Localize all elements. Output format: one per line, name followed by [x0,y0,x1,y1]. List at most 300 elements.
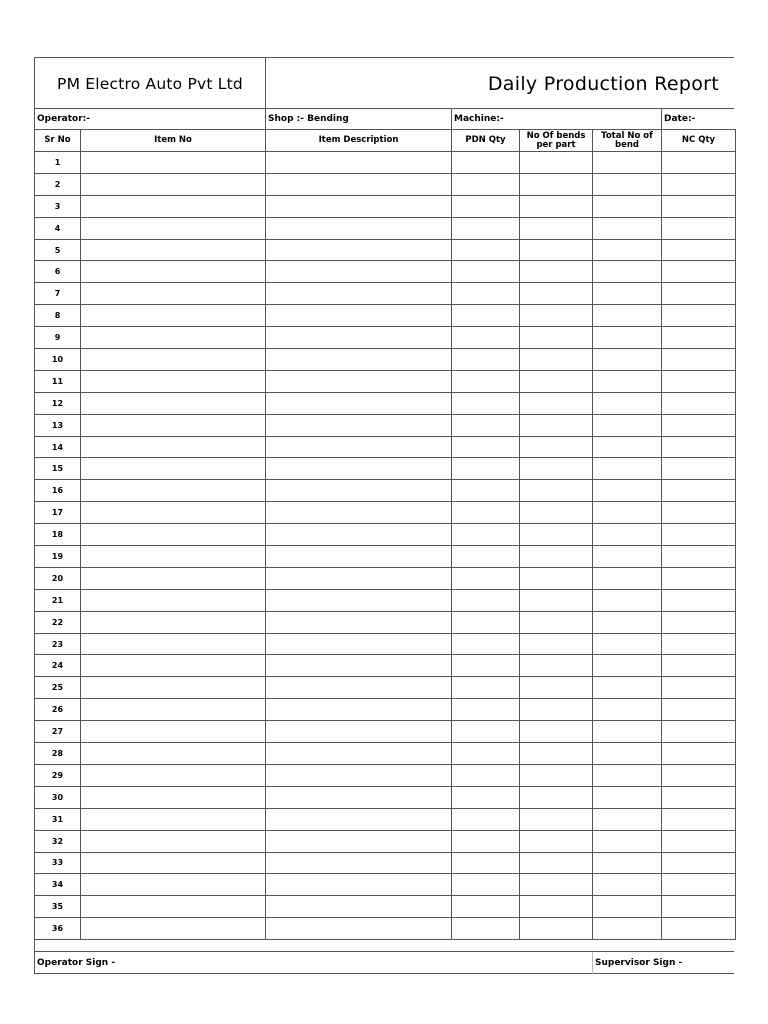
sr-no-cell: 6 [35,261,81,283]
total-bends-cell[interactable] [593,589,662,611]
item-no-cell[interactable] [81,436,266,458]
item-no-cell[interactable] [81,173,266,195]
signature-row [34,951,734,974]
title-row [34,57,734,109]
operator-sign-field: Operator Sign - [37,958,116,968]
nc-qty-cell[interactable] [662,283,736,305]
total-bends-cell[interactable] [593,743,662,765]
pdn-qty-cell[interactable] [452,239,520,261]
pdn-qty-cell[interactable] [452,633,520,655]
table-row [35,786,736,808]
item-no-cell[interactable] [81,655,266,677]
bends-per-part-cell[interactable] [520,173,593,195]
date-field: Date:- [664,114,696,124]
total-bends-cell[interactable] [593,436,662,458]
item-description-cell[interactable] [266,217,452,239]
total-bends-cell[interactable] [593,918,662,940]
nc-qty-cell[interactable] [662,611,736,633]
item-no-cell[interactable] [81,546,266,568]
item-no-cell[interactable] [81,239,266,261]
item-description-cell[interactable] [266,152,452,174]
item-no-cell[interactable] [81,589,266,611]
bends-per-part-cell[interactable] [520,874,593,896]
nc-qty-cell[interactable] [662,458,736,480]
sr-no-cell: 5 [35,239,81,261]
nc-qty-cell[interactable] [662,677,736,699]
item-no-cell[interactable] [81,808,266,830]
pdn-qty-cell[interactable] [452,808,520,830]
nc-qty-cell[interactable] [662,370,736,392]
operator-field: Operator:- [35,109,266,130]
total-bends-cell[interactable] [593,655,662,677]
pdn-qty-cell[interactable] [452,524,520,546]
bends-per-part-cell[interactable] [520,786,593,808]
table-row [35,808,736,830]
sr-no-cell: 27 [35,721,81,743]
item-no-cell[interactable] [81,283,266,305]
table-row [35,414,736,436]
bends-per-part-cell[interactable] [520,327,593,349]
nc-qty-cell[interactable] [662,896,736,918]
total-bends-cell[interactable] [593,173,662,195]
nc-qty-cell[interactable] [662,786,736,808]
pdn-qty-cell[interactable] [452,414,520,436]
nc-qty-cell[interactable] [662,830,736,852]
nc-qty-cell[interactable] [662,217,736,239]
nc-qty-cell[interactable] [662,480,736,502]
item-description-cell[interactable] [266,743,452,765]
sr-no-cell: 23 [35,633,81,655]
bends-per-part-cell[interactable] [520,502,593,524]
bends-per-part-cell[interactable] [520,392,593,414]
item-description-cell[interactable] [266,349,452,371]
report-title: Daily Production Report [487,72,719,95]
item-no-cell[interactable] [81,743,266,765]
pdn-qty-cell[interactable] [452,152,520,174]
pdn-qty-cell[interactable] [452,896,520,918]
item-description-cell[interactable] [266,655,452,677]
shop-field: Shop :- Bending [266,109,452,130]
total-bends-cell[interactable] [593,305,662,327]
pdn-qty-cell[interactable] [452,436,520,458]
nc-qty-cell[interactable] [662,152,736,174]
bends-per-part-cell[interactable] [520,721,593,743]
pdn-qty-cell[interactable] [452,370,520,392]
item-description-cell[interactable] [266,633,452,655]
pdn-qty-cell[interactable] [452,283,520,305]
table-row [35,524,736,546]
total-bends-cell[interactable] [593,195,662,217]
pdn-qty-cell[interactable] [452,567,520,589]
table-row [35,502,736,524]
nc-qty-cell[interactable] [662,261,736,283]
sr-no-cell: 20 [35,567,81,589]
table-row [35,743,736,765]
bends-per-part-cell[interactable] [520,239,593,261]
sr-no-cell: 30 [35,786,81,808]
table-row [35,436,736,458]
sr-no-cell: 13 [35,414,81,436]
nc-qty-cell[interactable] [662,743,736,765]
total-bends-cell[interactable] [593,370,662,392]
pdn-qty-cell[interactable] [452,261,520,283]
table-row [35,655,736,677]
bends-per-part-cell[interactable] [520,414,593,436]
sr-no-cell: 26 [35,699,81,721]
nc-qty-cell[interactable] [662,392,736,414]
pdn-qty-cell[interactable] [452,173,520,195]
total-bends-cell[interactable] [593,896,662,918]
bends-per-part-cell[interactable] [520,283,593,305]
item-no-cell[interactable] [81,830,266,852]
total-bends-cell[interactable] [593,808,662,830]
pdn-qty-cell[interactable] [452,349,520,371]
total-bends-cell[interactable] [593,414,662,436]
table-row [35,195,736,217]
table-row [35,458,736,480]
item-no-cell[interactable] [81,458,266,480]
total-bends-cell[interactable] [593,830,662,852]
sr-no-cell: 12 [35,392,81,414]
table-row [35,480,736,502]
item-description-cell[interactable] [266,852,452,874]
table-row [35,589,736,611]
item-description-cell[interactable] [266,480,452,502]
nc-qty-cell[interactable] [662,239,736,261]
item-no-cell[interactable] [81,480,266,502]
item-no-cell[interactable] [81,896,266,918]
sr-no-cell: 34 [35,874,81,896]
nc-qty-cell[interactable] [662,764,736,786]
pdn-qty-cell[interactable] [452,743,520,765]
table-row [35,239,736,261]
item-no-cell[interactable] [81,152,266,174]
table-row [35,305,736,327]
pdn-qty-cell[interactable] [452,764,520,786]
pdn-qty-cell[interactable] [452,327,520,349]
nc-qty-cell[interactable] [662,349,736,371]
pdn-qty-cell[interactable] [452,458,520,480]
bends-per-part-cell[interactable] [520,305,593,327]
bends-per-part-cell[interactable] [520,370,593,392]
total-bends-cell[interactable] [593,524,662,546]
bends-per-part-cell[interactable] [520,677,593,699]
nc-qty-cell[interactable] [662,414,736,436]
table-row [35,611,736,633]
item-description-cell[interactable] [266,830,452,852]
total-bends-cell[interactable] [593,152,662,174]
item-no-cell[interactable] [81,852,266,874]
item-no-cell[interactable] [81,524,266,546]
item-description-cell[interactable] [266,239,452,261]
bends-per-part-cell[interactable] [520,633,593,655]
sr-no-cell: 21 [35,589,81,611]
table-row [35,217,736,239]
bends-per-part-cell[interactable] [520,436,593,458]
item-no-cell[interactable] [81,764,266,786]
header-bends-per-part: No Of bends per part [520,130,593,152]
pdn-qty-cell[interactable] [452,830,520,852]
total-bends-cell[interactable] [593,764,662,786]
table-row [35,918,736,940]
header-nc-qty: NC Qty [662,130,736,152]
sr-no-cell: 28 [35,743,81,765]
total-bends-cell[interactable] [593,217,662,239]
pdn-qty-cell[interactable] [452,852,520,874]
total-bends-cell[interactable] [593,349,662,371]
item-description-cell[interactable] [266,874,452,896]
item-description-cell[interactable] [266,896,452,918]
item-no-cell[interactable] [81,611,266,633]
item-no-cell[interactable] [81,699,266,721]
item-description-cell[interactable] [266,546,452,568]
item-description-cell[interactable] [266,261,452,283]
table-row [35,261,736,283]
bends-per-part-cell[interactable] [520,589,593,611]
sr-no-cell: 7 [35,283,81,305]
sr-no-cell: 2 [35,173,81,195]
item-no-cell[interactable] [81,217,266,239]
nc-qty-cell[interactable] [662,918,736,940]
item-no-cell[interactable] [81,918,266,940]
item-no-cell[interactable] [81,305,266,327]
pdn-qty-cell[interactable] [452,217,520,239]
sr-no-cell: 8 [35,305,81,327]
nc-qty-cell[interactable] [662,852,736,874]
total-bends-cell[interactable] [593,611,662,633]
company-name: PM Electro Auto Pvt Ltd [35,58,266,109]
sr-no-cell: 17 [35,502,81,524]
sr-no-cell: 25 [35,677,81,699]
bends-per-part-cell[interactable] [520,217,593,239]
item-description-cell[interactable] [266,699,452,721]
total-bends-cell[interactable] [593,480,662,502]
bends-per-part-cell[interactable] [520,349,593,371]
nc-qty-cell[interactable] [662,546,736,568]
nc-qty-cell[interactable] [662,874,736,896]
pdn-qty-cell[interactable] [452,721,520,743]
bends-per-part-cell[interactable] [520,918,593,940]
sr-no-cell: 19 [35,546,81,568]
item-no-cell[interactable] [81,370,266,392]
bends-per-part-cell[interactable] [520,655,593,677]
item-no-cell[interactable] [81,677,266,699]
bends-per-part-cell[interactable] [520,546,593,568]
sr-no-cell: 31 [35,808,81,830]
sr-no-cell: 22 [35,611,81,633]
sr-no-cell: 33 [35,852,81,874]
bends-per-part-cell[interactable] [520,808,593,830]
item-description-cell[interactable] [266,589,452,611]
item-no-cell[interactable] [81,195,266,217]
nc-qty-cell[interactable] [662,173,736,195]
table-row [35,721,736,743]
total-bends-cell[interactable] [593,874,662,896]
item-description-cell[interactable] [266,764,452,786]
item-description-cell[interactable] [266,524,452,546]
production-table [34,129,736,940]
bends-per-part-cell[interactable] [520,524,593,546]
item-description-cell[interactable] [266,721,452,743]
bends-per-part-cell[interactable] [520,261,593,283]
sr-no-cell: 3 [35,195,81,217]
item-description-cell[interactable] [266,392,452,414]
sr-no-cell: 18 [35,524,81,546]
pdn-qty-cell[interactable] [452,699,520,721]
nc-qty-cell[interactable] [662,327,736,349]
item-no-cell[interactable] [81,786,266,808]
spacer-row [34,940,734,951]
total-bends-cell[interactable] [593,392,662,414]
header-item-no: Item No [81,130,266,152]
total-bends-cell[interactable] [593,852,662,874]
table-row [35,896,736,918]
bends-per-part-cell[interactable] [520,830,593,852]
item-description-cell[interactable] [266,611,452,633]
table-row [35,546,736,568]
sr-no-cell: 9 [35,327,81,349]
nc-qty-cell[interactable] [662,655,736,677]
nc-qty-cell[interactable] [662,195,736,217]
item-description-cell[interactable] [266,567,452,589]
total-bends-cell[interactable] [593,567,662,589]
table-row [35,852,736,874]
nc-qty-cell[interactable] [662,633,736,655]
table-body [35,152,736,940]
info-row [34,108,734,130]
bends-per-part-cell[interactable] [520,195,593,217]
table-row [35,152,736,174]
table-row [35,567,736,589]
pdn-qty-cell[interactable] [452,874,520,896]
pdn-qty-cell[interactable] [452,918,520,940]
pdn-qty-cell[interactable] [452,677,520,699]
total-bends-cell[interactable] [593,283,662,305]
nc-qty-cell[interactable] [662,305,736,327]
bends-per-part-cell[interactable] [520,458,593,480]
nc-qty-cell[interactable] [662,567,736,589]
total-bends-cell[interactable] [593,327,662,349]
pdn-qty-cell[interactable] [452,392,520,414]
sr-no-cell: 24 [35,655,81,677]
pdn-qty-cell[interactable] [452,546,520,568]
sr-no-cell: 11 [35,370,81,392]
bends-per-part-cell[interactable] [520,896,593,918]
header-total-bends: Total No of bend [593,130,662,152]
table-row [35,392,736,414]
item-description-cell[interactable] [266,173,452,195]
item-description-cell[interactable] [266,370,452,392]
item-description-cell[interactable] [266,808,452,830]
header-item-description: Item Description [266,130,452,152]
pdn-qty-cell[interactable] [452,786,520,808]
total-bends-cell[interactable] [593,786,662,808]
total-bends-cell[interactable] [593,458,662,480]
bends-per-part-cell[interactable] [520,852,593,874]
sr-no-cell: 16 [35,480,81,502]
total-bends-cell[interactable] [593,239,662,261]
table-row [35,173,736,195]
total-bends-cell[interactable] [593,677,662,699]
nc-qty-cell[interactable] [662,721,736,743]
pdn-qty-cell[interactable] [452,611,520,633]
sr-no-cell: 14 [35,436,81,458]
table-row [35,349,736,371]
total-bends-cell[interactable] [593,633,662,655]
table-row [35,874,736,896]
item-description-cell[interactable] [266,283,452,305]
total-bends-cell[interactable] [593,502,662,524]
item-description-cell[interactable] [266,327,452,349]
pdn-qty-cell[interactable] [452,195,520,217]
nc-qty-cell[interactable] [662,502,736,524]
sr-no-cell: 36 [35,918,81,940]
machine-field: Machine:- [452,109,662,130]
pdn-qty-cell[interactable] [452,655,520,677]
table-row [35,830,736,852]
table-row [35,677,736,699]
bends-per-part-cell[interactable] [520,567,593,589]
nc-qty-cell[interactable] [662,436,736,458]
bends-per-part-cell[interactable] [520,480,593,502]
item-description-cell[interactable] [266,786,452,808]
item-no-cell[interactable] [81,567,266,589]
total-bends-cell[interactable] [593,699,662,721]
item-no-cell[interactable] [81,414,266,436]
item-description-cell[interactable] [266,195,452,217]
item-description-cell[interactable] [266,305,452,327]
item-no-cell[interactable] [81,874,266,896]
nc-qty-cell[interactable] [662,808,736,830]
item-description-cell[interactable] [266,502,452,524]
item-description-cell[interactable] [266,436,452,458]
pdn-qty-cell[interactable] [452,502,520,524]
table-row [35,699,736,721]
item-no-cell[interactable] [81,502,266,524]
item-no-cell[interactable] [81,261,266,283]
pdn-qty-cell[interactable] [452,305,520,327]
item-description-cell[interactable] [266,677,452,699]
item-no-cell[interactable] [81,327,266,349]
item-no-cell[interactable] [81,349,266,371]
nc-qty-cell[interactable] [662,699,736,721]
supervisor-sign-field: Supervisor Sign - [592,952,682,974]
nc-qty-cell[interactable] [662,524,736,546]
item-no-cell[interactable] [81,392,266,414]
bends-per-part-cell[interactable] [520,611,593,633]
bends-per-part-cell[interactable] [520,743,593,765]
total-bends-cell[interactable] [593,721,662,743]
bends-per-part-cell[interactable] [520,152,593,174]
table-row [35,370,736,392]
table-row [35,327,736,349]
nc-qty-cell[interactable] [662,589,736,611]
bends-per-part-cell[interactable] [520,699,593,721]
sr-no-cell: 10 [35,349,81,371]
item-no-cell[interactable] [81,721,266,743]
total-bends-cell[interactable] [593,261,662,283]
item-description-cell[interactable] [266,918,452,940]
sr-no-cell: 15 [35,458,81,480]
item-no-cell[interactable] [81,633,266,655]
item-description-cell[interactable] [266,458,452,480]
item-description-cell[interactable] [266,414,452,436]
pdn-qty-cell[interactable] [452,589,520,611]
total-bends-cell[interactable] [593,546,662,568]
sr-no-cell: 29 [35,764,81,786]
bends-per-part-cell[interactable] [520,764,593,786]
pdn-qty-cell[interactable] [452,480,520,502]
